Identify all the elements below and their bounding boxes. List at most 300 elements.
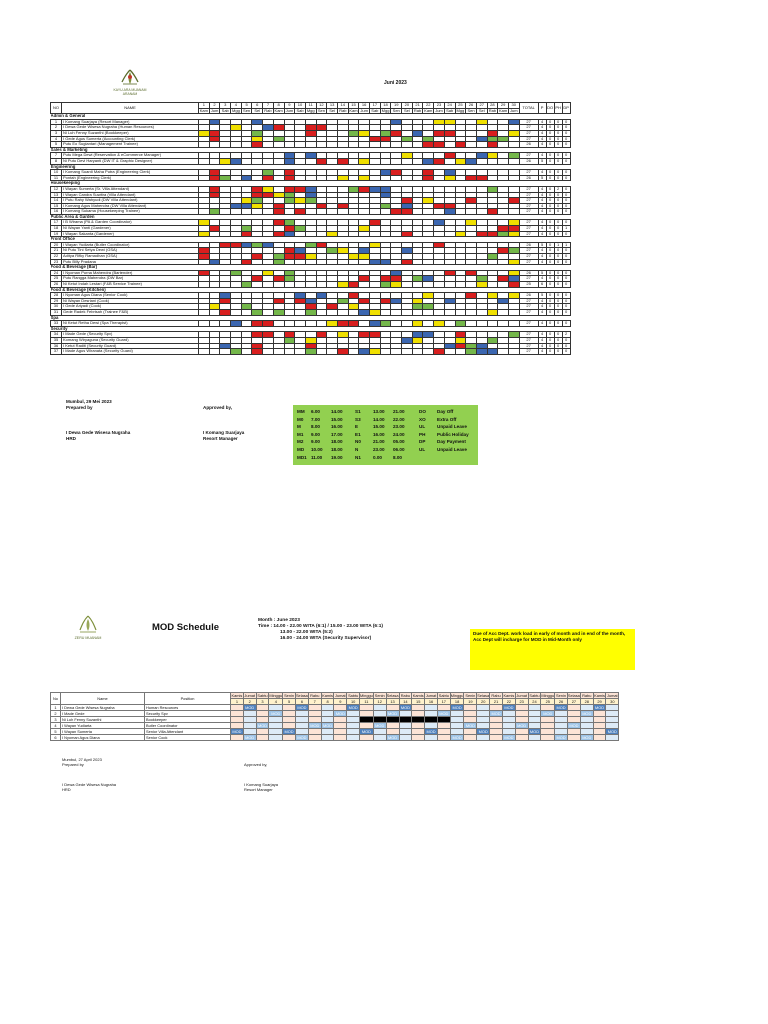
shift-cell[interactable] (337, 349, 348, 355)
total-value: 26 (519, 142, 538, 148)
legend-to2: 8.00 (393, 454, 402, 460)
employee-name: I Gede Ariyadi (Cook) (62, 304, 199, 310)
employee-name: Gede Radek Febrisah (Trainee F&B) (62, 309, 199, 315)
mod-assignment-cell[interactable]: MOD (348, 705, 358, 710)
mod-day-number-header: 17 (437, 699, 450, 705)
roster-employee-row (51, 186, 571, 192)
do-value: 0 (546, 276, 554, 282)
ph-value: 0 (554, 304, 562, 310)
shift-cell[interactable] (402, 349, 413, 355)
roster-header-row (51, 103, 571, 109)
dp-value: 0 (562, 337, 570, 343)
mod-staff-name: Ni Luh Fenny Suzanthi (61, 717, 145, 723)
mod-weekday-header: Senin (465, 693, 476, 698)
employee-number: 4 (51, 136, 62, 142)
mod-assignment-cell[interactable]: MOD (310, 723, 320, 728)
dp-value: 0 (562, 125, 570, 131)
mod-staff-position: Security Spv (145, 711, 231, 717)
mod-assignment-cell[interactable]: MOD (569, 723, 579, 728)
shift-cell[interactable] (476, 349, 487, 355)
employee-number: 26 (51, 282, 62, 288)
ph-value: 0 (554, 321, 562, 327)
mod-assignment-cell[interactable]: MOD (323, 723, 333, 728)
p-value: 4 (538, 198, 546, 204)
weekday-header: Mgg (232, 108, 240, 113)
mod-assignment-cell[interactable]: MOD (491, 711, 501, 716)
mod-assignment-cell[interactable]: MOD (504, 735, 514, 740)
employee-name: I Wayan Sumerta (Sr. Villa Attendant) (62, 186, 199, 192)
mod-day-number-header: 24 (528, 699, 541, 705)
legend-from: 10.00 (311, 447, 323, 452)
dp-value: 1 (562, 242, 570, 248)
mod-approver-title: Resort Manager (244, 787, 273, 792)
mod-assignment-cell[interactable]: MOD (541, 711, 555, 717)
shift-cell[interactable] (284, 349, 295, 355)
day-number-header: 9 (284, 103, 295, 109)
dp-value: 0 (562, 119, 570, 125)
mod-day-number-header: 11 (360, 699, 374, 705)
employee-name: I Made Agus Wiranata (Security Guard) (62, 349, 199, 355)
total-value: 27 (519, 203, 538, 209)
do-value: 0 (546, 119, 554, 125)
mod-day-cell[interactable] (256, 735, 269, 741)
dp-value: 0 (562, 282, 570, 288)
roster-employee-row (51, 119, 571, 125)
ph-value: 1 (554, 242, 562, 248)
mod-day-cell[interactable] (477, 735, 490, 741)
employee-number: 1 (51, 119, 62, 125)
employee-name: I Ketut Raditi (Security Guard) (62, 343, 199, 349)
mod-assignment-cell[interactable]: MOD (529, 729, 539, 734)
weekday-header: Sen (317, 108, 325, 113)
mod-assignment-cell[interactable]: MOD (556, 705, 566, 710)
legend-to: 16.00 (331, 424, 343, 430)
mod-assignment-cell[interactable]: MOD (582, 711, 592, 716)
shift-cell[interactable] (487, 349, 498, 355)
employee-number: 10 (51, 170, 62, 176)
dp-column-header: DP (562, 103, 570, 114)
total-value: 27 (519, 153, 538, 159)
day-number-header: 21 (412, 103, 423, 109)
section-title: Housekeeping (51, 181, 571, 187)
total-value: 27 (519, 186, 538, 192)
employee-name: I Wayan Sakanta (Gardener) (62, 231, 199, 237)
day-number-header: 14 (337, 103, 348, 109)
legend-from2: 16.00 (373, 431, 385, 437)
dp-value: 0 (562, 198, 570, 204)
legend-to: 14.00 (331, 409, 343, 414)
ph-value: 0 (554, 276, 562, 282)
shift-cell[interactable] (305, 349, 316, 355)
shift-cell[interactable] (466, 349, 477, 355)
day-number-header: 2 (209, 103, 220, 109)
roster-employee-row (51, 136, 571, 142)
mod-day-number-header: 5 (283, 699, 296, 705)
shift-cell[interactable] (273, 349, 284, 355)
do-value: 0 (546, 304, 554, 310)
p-value: 4 (538, 231, 546, 237)
mod-day-cell[interactable] (541, 735, 555, 741)
p-value: 4 (538, 130, 546, 136)
employee-number: 33 (51, 321, 62, 327)
day-number-header: 30 (508, 103, 519, 109)
mod-assignment-cell[interactable]: MOD (400, 705, 410, 710)
section-title: Spa (51, 315, 571, 321)
shift-cell[interactable] (498, 349, 509, 355)
mod-day-cell[interactable] (360, 735, 374, 741)
do-value: 0 (546, 332, 554, 338)
legend-to2: 22.00 (393, 416, 405, 422)
employee-name: Putu Billy Pradana (62, 259, 199, 265)
roster-preparer-title: HRD (66, 436, 76, 441)
mod-assignment-cell[interactable]: MOD (297, 705, 307, 710)
roster-employee-row (51, 198, 571, 204)
mod-day-cell[interactable] (334, 735, 347, 741)
total-value: 27 (519, 337, 538, 343)
legend-code: M1 (297, 431, 304, 437)
dp-value: 0 (562, 220, 570, 226)
p-value: 5 (538, 175, 546, 181)
legend-code2: S1 (355, 409, 361, 414)
employee-number: 3 (51, 130, 62, 136)
mod-day-cell[interactable] (437, 735, 450, 741)
mod-assignment-cell[interactable]: MOD (232, 729, 242, 734)
mod-staff-row (51, 735, 619, 741)
mod-day-number-header: 29 (593, 699, 606, 705)
mod-day-number-header: 15 (412, 699, 425, 705)
mod-logo-icon (76, 614, 100, 636)
mod-assignment-cell[interactable]: MOD (517, 723, 527, 728)
mod-assignment-cell[interactable]: MOD (582, 735, 592, 740)
mod-day-cell[interactable] (425, 735, 438, 741)
legend-abbr: UL (419, 424, 426, 430)
legend-from2: 15.00 (373, 424, 385, 430)
ph-value: 0 (554, 209, 562, 215)
dp-value: 0 (562, 186, 570, 192)
weekday-header: Kam (199, 108, 208, 113)
weekday-header: Sel (402, 108, 413, 114)
mod-day-number-header: 30 (606, 699, 619, 705)
total-value: 27 (519, 276, 538, 282)
total-value: 25 (519, 282, 538, 288)
shift-cell[interactable] (348, 349, 359, 355)
mod-assignment-cell[interactable]: MOD (388, 735, 398, 740)
legend-to: 15.00 (331, 416, 343, 422)
employee-number: 7 (51, 153, 62, 159)
mod-weekday-header: Minggu (360, 693, 373, 698)
legend-from2: 21.00 (373, 439, 385, 445)
employee-number: 17 (51, 220, 62, 226)
mod-time-line-2: 13.00 - 22.00 WITA (5:2) (280, 630, 333, 635)
mod-assignment-cell[interactable]: MOD (245, 735, 255, 740)
day-number-header: 3 (220, 103, 231, 109)
mod-day-cell[interactable] (321, 735, 334, 741)
mod-logo-text: ZERU MUANAM (74, 636, 102, 640)
mod-assignment-cell[interactable]: MOD (465, 723, 475, 728)
dp-value: 0 (562, 309, 570, 315)
mod-month-line: Month : June 2023 (258, 618, 300, 623)
total-column-header: TOTAL (519, 103, 538, 114)
mod-day-cell[interactable] (528, 735, 541, 741)
ph-value: 0 (554, 198, 562, 204)
roster-employee-row (51, 270, 571, 276)
shift-cell[interactable] (220, 349, 231, 355)
mod-staff-position: Human Resources (145, 705, 231, 711)
employee-number: 23 (51, 259, 62, 265)
p-value: 5 (538, 270, 546, 276)
ph-value: 0 (554, 231, 562, 237)
day-number-header: 5 (241, 103, 252, 109)
legend-desc: Day Off (437, 409, 454, 414)
mod-logo (66, 614, 110, 652)
total-value: 27 (519, 248, 538, 254)
mod-day-cell[interactable] (347, 735, 360, 741)
shift-cell[interactable] (444, 349, 455, 355)
mod-day-cell[interactable] (412, 735, 425, 741)
mod-day-number-header: 13 (386, 699, 399, 705)
shift-cell[interactable] (199, 349, 210, 355)
legend-abbr: PH (419, 431, 426, 437)
mod-approved-by: Approved by, (244, 762, 268, 767)
shift-cell[interactable] (231, 349, 242, 355)
mod-day-cell[interactable] (308, 735, 321, 741)
weekday-header: Mgg (381, 108, 390, 113)
legend-code2: N1 (355, 454, 361, 460)
mod-weekday-header: Kamis (231, 693, 243, 698)
p-value: 4 (538, 119, 546, 125)
shift-cell[interactable] (316, 349, 327, 355)
employee-name: I Putu Rahy Wahyudi (DW Villa Attendant) (62, 198, 199, 204)
legend-to2: 21.00 (393, 409, 405, 414)
employee-number: 37 (51, 349, 62, 355)
weekday-header: Rab (264, 108, 272, 113)
mod-day-number-header: 22 (502, 699, 515, 705)
mod-assignment-cell[interactable]: MOD (607, 729, 617, 734)
p-value: 5 (538, 158, 546, 164)
p-value: 4 (538, 170, 546, 176)
total-value: 27 (519, 130, 538, 136)
p-value: 4 (538, 209, 546, 215)
mod-assignment-cell[interactable]: MOD (388, 711, 398, 716)
total-value: 27 (519, 192, 538, 198)
mod-assignment-cell[interactable]: MOD (450, 735, 464, 741)
ph-value: 0 (554, 119, 562, 125)
mod-day-cell[interactable] (399, 735, 412, 741)
weekday-header: Mgg (456, 108, 465, 113)
mod-day-cell[interactable] (283, 735, 296, 741)
employee-name: I Komang Suarjaya (Resort Manager) (62, 119, 199, 125)
roster-employee-row (51, 158, 571, 164)
total-value: 27 (519, 125, 538, 131)
roster-employee-row (51, 153, 571, 159)
p-value: 4 (538, 136, 546, 142)
employee-number: 15 (51, 203, 62, 209)
legend-abbr: DP (419, 439, 426, 445)
do-value: 0 (546, 231, 554, 237)
mod-day-cell[interactable] (593, 735, 606, 741)
mod-day-cell[interactable] (567, 735, 580, 741)
ph-value: 0 (554, 153, 562, 159)
legend-row (293, 432, 478, 439)
dp-value: 0 (562, 153, 570, 159)
total-value: 27 (519, 119, 538, 125)
employee-name: I Nyoman Agus Diana (Senior Cook) (62, 293, 199, 299)
total-value: 26 (519, 175, 538, 181)
weekday-header: Jum (510, 108, 518, 113)
mod-position-header: Position (145, 693, 231, 705)
mod-assignment-cell[interactable]: MOD (297, 735, 307, 740)
mod-assignment-cell[interactable]: MOD (594, 705, 605, 710)
total-value: 27 (519, 259, 538, 265)
legend-code: M2 (297, 439, 304, 445)
do-value: 0 (546, 248, 554, 254)
mod-assignment-cell[interactable]: MOD (478, 729, 488, 734)
do-value: 0 (546, 343, 554, 349)
mod-day-number-header: 12 (373, 699, 386, 705)
mod-day-cell[interactable] (269, 735, 283, 741)
legend-code2: N (355, 447, 359, 452)
mod-weekday-header: Rabu (582, 693, 592, 698)
mod-day-number-header: 25 (541, 699, 555, 705)
mod-weekday-header: Selasa (295, 693, 308, 698)
weekday-header: Sab (446, 108, 454, 113)
mod-day-cell[interactable] (231, 735, 244, 741)
p-column-header: P (538, 103, 546, 114)
mod-day-cell[interactable] (606, 735, 619, 741)
mod-weekday-header: Minggu (269, 693, 283, 698)
mod-weekday-header: Senin (284, 693, 295, 698)
mod-weekday-header: Minggu (541, 693, 555, 698)
mod-assignment-cell[interactable]: MOD (426, 729, 436, 734)
employee-number: 24 (51, 270, 62, 276)
p-value: 5 (538, 293, 546, 299)
shift-cell[interactable] (263, 349, 274, 355)
mod-assignment-cell[interactable]: MOD (257, 723, 268, 728)
dp-value: 0 (562, 248, 570, 254)
day-number-header: 23 (434, 103, 445, 109)
shift-cell[interactable] (412, 349, 423, 355)
dp-value: 0 (562, 130, 570, 136)
employee-name: Ni Ketut Indah Lestari (F&B Service Trainee) (62, 282, 199, 288)
p-value: 4 (538, 192, 546, 198)
mod-weekday-header: Kamis (412, 693, 424, 698)
shift-cell[interactable] (359, 349, 370, 355)
mod-staff-number: 6 (51, 735, 61, 741)
shift-cell[interactable] (508, 349, 519, 355)
resort-logo-icon (118, 68, 142, 88)
total-value: 26 (519, 270, 538, 276)
mod-staff-position: Senior Villa Attendant (145, 729, 231, 735)
mod-assignment-cell[interactable]: MOD (335, 711, 345, 716)
do-value: 0 (546, 349, 554, 355)
shift-cell[interactable] (423, 349, 434, 355)
shift-cell[interactable] (295, 349, 306, 355)
mod-staff-number: 1 (51, 705, 61, 711)
employee-number: 28 (51, 293, 62, 299)
do-value: 0 (546, 186, 554, 192)
shift-cell[interactable] (370, 349, 381, 355)
mod-staff-number: 5 (51, 729, 61, 735)
mod-assignment-cell[interactable]: MOD (556, 735, 566, 740)
employee-number: 21 (51, 248, 62, 254)
mod-day-cell[interactable] (515, 735, 528, 741)
weekday-header: Sen (392, 108, 400, 113)
employee-name: I Dewa Gede Wisesa Nugraha (Human Resources) (62, 125, 199, 131)
legend-code2: E (355, 424, 359, 430)
employee-name: I Made Gede (Security Spv) (62, 332, 199, 338)
p-value: 5 (538, 242, 546, 248)
mod-assignment-cell[interactable]: MOD (439, 711, 449, 716)
employee-name: Ni Putu Devi Haryanti (DW IT & Graphic Designer) (62, 158, 199, 164)
legend-to: 18.00 (331, 447, 343, 452)
mod-day-cell[interactable] (464, 735, 477, 741)
shift-cell[interactable] (327, 349, 338, 355)
mod-day-cell[interactable] (490, 735, 503, 741)
shift-cell[interactable] (434, 349, 445, 355)
resort-logo-text: KAYU-ARA MUANAM ARANAM (113, 88, 147, 96)
roster-employee-row (51, 142, 571, 148)
mod-weekday-header: Selasa (386, 693, 399, 698)
legend-abbr: UL (419, 447, 426, 452)
mod-staff-position: Butler Coordinator (145, 723, 231, 729)
weekday-header: Kam (498, 108, 508, 113)
shift-cell[interactable] (380, 349, 391, 355)
mod-assignment-cell[interactable]: MOD (360, 729, 374, 735)
roster-place-date: Mumbul, 29 Mei 2023 (66, 399, 112, 404)
mod-weekday-header: Jumat (244, 693, 255, 698)
legend-from: 9.00 (311, 431, 320, 437)
mod-day-number-header: 2 (243, 699, 256, 705)
dp-value: 0 (562, 349, 570, 355)
mod-day-cell[interactable] (373, 735, 386, 741)
mod-assignment-cell[interactable]: MOD (504, 705, 514, 710)
mod-assignment-cell[interactable]: MOD (450, 705, 464, 711)
dp-value: 0 (562, 203, 570, 209)
employee-name: Ni Ketut Retha Dewi (Spa Therapist) (62, 321, 199, 327)
p-value: 4 (538, 349, 546, 355)
total-value: 27 (519, 304, 538, 310)
weekday-header: Jum (285, 108, 294, 113)
employee-name: Pontah (Engineering Clerk) (62, 175, 199, 181)
mod-assignment-cell[interactable]: MOD (284, 729, 294, 734)
employee-number: 16 (51, 209, 62, 215)
mod-preparer-title: HRD (62, 787, 71, 792)
legend-to: 17.00 (331, 431, 343, 437)
roster-approved-by: Approved by, (203, 405, 233, 410)
shift-cell[interactable] (209, 349, 220, 355)
mod-assignment-cell[interactable]: MOD (245, 705, 255, 710)
weekday-header: Sel (327, 108, 338, 114)
weekday-header: Mgg (306, 108, 315, 113)
mod-approver-name: I Komang Suarjaya (244, 782, 279, 787)
dp-value: 0 (562, 321, 570, 327)
dp-value: 0 (562, 192, 570, 198)
shift-cell[interactable] (241, 349, 252, 355)
shift-cell[interactable] (252, 349, 263, 355)
mod-weekday-header: Selasa (567, 693, 580, 698)
employee-name: I Komang Sukama (Housekeeping Trainee) (62, 209, 199, 215)
weekday-header: Rab (339, 108, 347, 113)
shift-cell[interactable] (391, 349, 402, 355)
p-value: 4 (538, 226, 546, 232)
mod-assignment-cell[interactable]: MOD (375, 723, 385, 728)
legend-desc: Unpaid Leave (437, 447, 467, 452)
shift-cell[interactable] (455, 349, 466, 355)
mod-day-number-header: 28 (580, 699, 593, 705)
mod-assignment-cell[interactable]: MOD (269, 711, 283, 717)
p-value: 4 (538, 203, 546, 209)
legend-code2: N0 (355, 439, 361, 445)
